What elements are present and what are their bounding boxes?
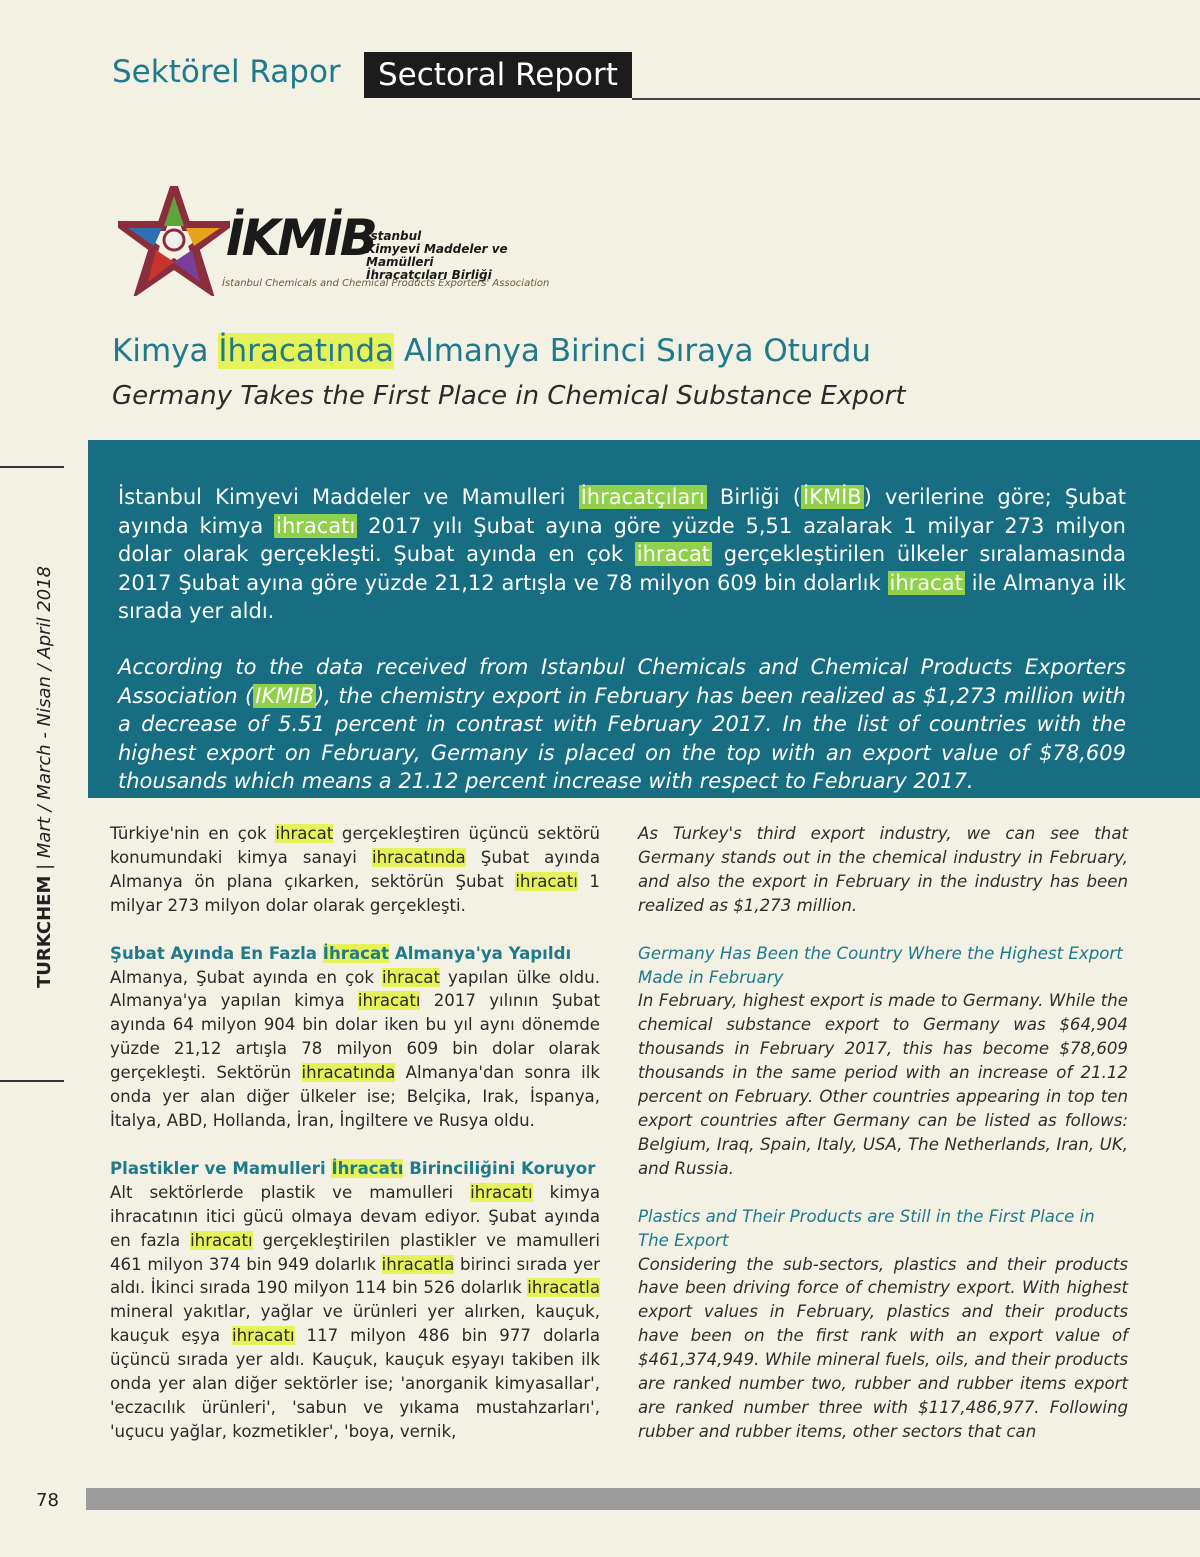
subheading: Plastics and Their Products are Still in the First Place in The Export: [638, 1206, 1095, 1250]
star-logo-icon: [118, 186, 230, 296]
paragraph: Considering the sub-sectors, plastics and their products have been driving force of chemistry export. With highest export values in February, plastics and their products have been on the first rank with an export value of $461,374,949. While mineral fuels, oils, and their products are ranked number two, rubber and rubber items export are ranked number three with $117,486,977. Following rubber and rubber items, other sectors that can: [638, 1254, 1128, 1441]
section-title-turkish: Sektörel Rapor: [112, 54, 341, 90]
page-number: 78: [36, 1490, 59, 1511]
paragraph: In February, highest export is made to Germany. While the chemical substance export to Germany was $64,904 thousands in February 2017, this has become $78,609 thousands in the same period with an increase of 21.12 percent on February. Other countries appearing in top ten export countries after Germany can be listed as follows: Belgium, Iraq, Spain, Italy, USA, The Netherlands, Iran, UK, and Russia.: [638, 991, 1128, 1178]
logo-subtitle: İstanbul Chemicals and Chemical Products Exporters' Association: [222, 278, 550, 289]
paragraph: Alt sektörlerde plastik ve mamulleri ihracatı kimya ihracatının itici gücü olmaya devam ediyor. Şubat ayında en fazla ihracatı gerçekleştirilen plastikler ve mamulleri 461 milyon 374 bin 949 dolarlık ihracatla birinci sırada yer aldı. İkinci sırada 190 milyon 114 bin 526 dolarlık ihracatla mineral yakıtlar, yağlar ve ürünleri yer alırken, kauçuk, kauçuk eşya ihracatı 117 milyon 486 bin 977 dolarla üçüncü sırada yer aldı. Kauçuk, kauçuk eşyayı takiben ilk onda yer alan diğer sektörler ise; 'anorganik kimyasallar', 'eczacılık ürünleri', 'sabun ve yıkama mustahzarları', 'uçucu yağlar, kozmetikler', 'boya, vernik,: [110, 1182, 601, 1441]
paragraph: Almanya, Şubat ayında en çok ihracat yapılan ülke oldu. Almanya'ya yapılan kimya ihracatı 2017 yılının Şubat ayında 64 milyon 904 bin dolar iken bu yıl aynı dönemde yüzde 21,12 artışla 78 milyon 609 bin dolar olarak gerçekleşti. Sektörün ihracatında Almanya'dan sonra ilk onda yer alan diğer ülkeler ise; Belçika, Irak, İspanya, İtalya, ABD, Hollanda, İran, İngiltere ve Rusya oldu.: [110, 967, 600, 1130]
paragraph: Türkiye'nin en çok ihracat gerçekleştiren üçüncü sektörü konumundaki kimya sanayi ihracatında Şubat ayında Almanya ön plana çıkarken, sektörün Şubat ihracatı 1 milyar 273 milyon dolar olarak gerçekleşti.: [110, 824, 600, 915]
sidebar-bottom-rule: [0, 1080, 64, 1082]
footer-bar: [86, 1488, 1200, 1510]
lead-english: According to the data received from Istanbul Chemicals and Chemical Products Exporters Association (IKMIB), the chemistry export in February has been realized as $1,273 million with a decrease of 5.51 percent in contrast with February 2017. In the list of countries with the highest export on February, Germany is placed on the top with an export value of $78,609 thousands which means a 21.12 percent increase with respect to February 2017.: [118, 655, 1126, 793]
article-title-turkish: Kimya İhracatında Almanya Birinci Sıraya Oturdu: [112, 333, 872, 369]
section-title-english: Sectoral Report: [364, 52, 632, 98]
logo-line-2: Kimyevi Maddeler ve Mamülleri: [366, 242, 508, 269]
header-rule: [632, 98, 1200, 100]
body-column-english: [638, 822, 1128, 1444]
subheading: Plastikler ve Mamulleri İhracatı Birinciliğini Koruyor: [110, 1158, 596, 1178]
lead-turkish: İstanbul Kimyevi Maddeler ve Mamulleri İhracatçıları Birliği (İKMİB) verilerine göre; Şubat ayında kimya ihracatı 2017 yılı Şubat ayına göre yüzde 5,51 azalarak 1 milyar 273 milyon dolar olarak gerçekleşti. Şubat ayında en çok ihracat gerçekleştirilen ülkeler sıralamasında 2017 Şubat ayına göre yüzde 21,12 artışla ve 78 milyon 609 bin dolarlık ihracat ile Almanya ilk sırada yer aldı.: [118, 485, 1126, 623]
section-header: [112, 52, 1200, 102]
logo-wordmark: İKMİB: [226, 209, 375, 267]
paragraph: As Turkey's third export industry, we can see that Germany stands out in the chemical industry in February, and also the export in February in the industry has been realized as $1,273 million.: [638, 824, 1128, 915]
sidebar-top-rule: [0, 466, 64, 468]
body-column-turkish: [110, 822, 600, 1444]
logo-line-1: İstanbul: [366, 229, 422, 243]
subheading: Germany Has Been the Country Where the Highest Export Made in February: [638, 943, 1123, 987]
lead-summary-box: [88, 440, 1200, 798]
article-title-english: Germany Takes the First Place in Chemical Substance Export: [112, 381, 906, 411]
subheading: Şubat Ayında En Fazla İhracat Almanya'ya Yapıldı: [110, 943, 572, 963]
logo-org-name: [366, 230, 578, 282]
ikmib-logo: [118, 186, 578, 296]
sidebar-issue-label: TURKCHEM | Mart / March - Nisan / April 2018: [34, 565, 55, 988]
logo-line-3: İhracatçıları Birliği: [366, 268, 492, 282]
